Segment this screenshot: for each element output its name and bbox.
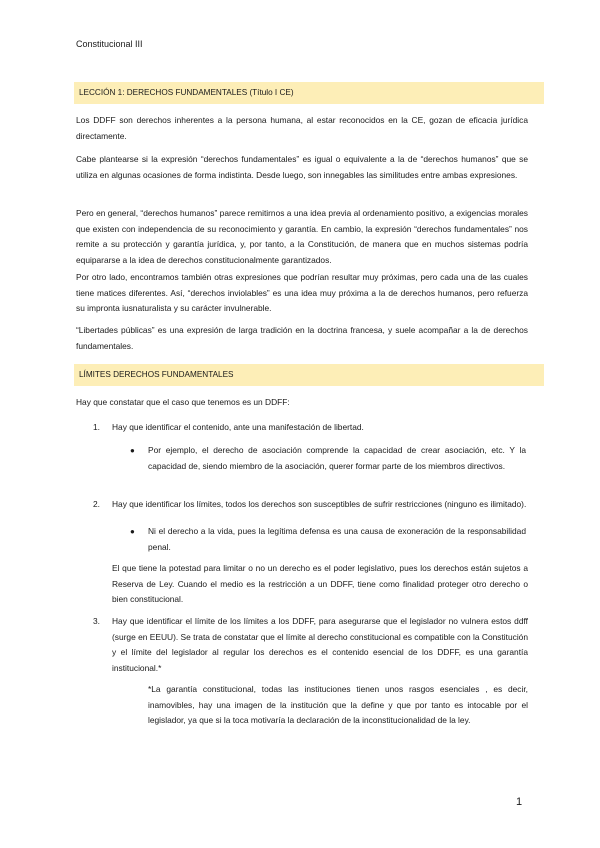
lesson-paragraph-2: Cabe plantearse si la expresión “derechos fundamentales” es igual o equivalente a la de “derechos humanos” que se utiliza en algunas ocasiones de forma indistinta. Desde luego, son innegables las similitudes entre ambas expresiones.	[76, 154, 528, 180]
list-item-2: Hay que identificar los límites, todos los derechos son susceptibles de sufrir restricciones (ninguno es ilimitado).	[112, 499, 527, 509]
limits-title-bar: LÍMITES DERECHOS FUNDAMENTALES	[74, 364, 544, 386]
lesson-title-bar: LECCIÓN 1: DERECHOS FUNDAMENTALES (Título I CE)	[74, 82, 544, 104]
limits-intro: Hay que constatar que el caso que tenemos es un DDFF:	[76, 397, 290, 407]
list-item-2-note: El que tiene la potestad para limitar o no un derecho es el poder legislativo, pues los derechos están sujetos a Reserva de Ley. Cuando el medio es la restricción a un DDFF, tiene como finalidad proteger otro derecho o bien constitucional.	[112, 563, 528, 605]
footnote: *La garantía constitucional, todas las instituciones tienen unos rasgos esenciales , es decir, inamovibles, hay una imagen de la institución que la define y que por tanto es intocable por el legislador, ya que si la toca motivaría la declaración de la inconstitucionalidad de la ley.	[148, 684, 528, 726]
lesson-paragraph-1: Los DDFF son derechos inherentes a la persona humana, al estar reconocidos en la CE, gozan de eficacia jurídica directamente.	[76, 115, 528, 141]
page-number: 1	[516, 796, 523, 808]
list-item-1-bullet: Por ejemplo, el derecho de asociación comprende la capacidad de crear asociación, etc. Y la capacidad de, siendo miembro de la asociación, querer formar parte de los miembros directivos.	[148, 445, 526, 471]
list-item-3: Hay que identificar el límite de los límites a los DDFF, para asegurarse que el legislador no vulnera estos ddff (surge en EEUU). Se trata de constatar que el límite al derecho constitucional es compatible con la Constitución y el límite del legislador al regular los derechos es el contenido esencial de los DDFF, es una garantía institucional.*	[112, 616, 528, 673]
lesson-paragraph-4: Por otro lado, encontramos también otras expresiones que podrían resultar muy próximas, pero cada una de las cuales tiene matices diferentes. Así, “derechos inviolables” es una idea muy próxima a la de derechos humanos, pero refuerza su impronta iusnaturalista y su carácter invulnerable.	[76, 272, 528, 314]
lesson-paragraph-3: Pero en general, “derechos humanos” parece remitirnos a una idea previa al ordenamiento positivo, a exigencias morales que existen con independencia de su reconocimiento y garantía. En cambio, la expresión “derechos fundamentales” nos remite a su protección y garantía jurídica, y, por tanto, a la Constitución, de manera que en muchos sistemas podría equipararse a la idea de derechos constitucionalmente garantizados.	[76, 208, 528, 265]
list-item-2-bullet: Ni el derecho a la vida, pues la legítima defensa es una causa de exoneración de la responsabilidad penal.	[148, 526, 526, 552]
list-number-3: 3.	[93, 616, 100, 626]
document-header: Constitucional III	[76, 39, 143, 49]
bullet-icon: ●	[130, 446, 135, 455]
list-item-1: Hay que identificar el contenido, ante una manifestación de libertad.	[112, 422, 364, 432]
bullet-icon: ●	[130, 527, 135, 536]
list-number-2: 2.	[93, 499, 100, 509]
list-number-1: 1.	[93, 422, 100, 432]
lesson-paragraph-5: “Libertades públicas” es una expresión de larga tradición en la doctrina francesa, y suele acompañar a la de derechos fundamentales.	[76, 325, 528, 351]
